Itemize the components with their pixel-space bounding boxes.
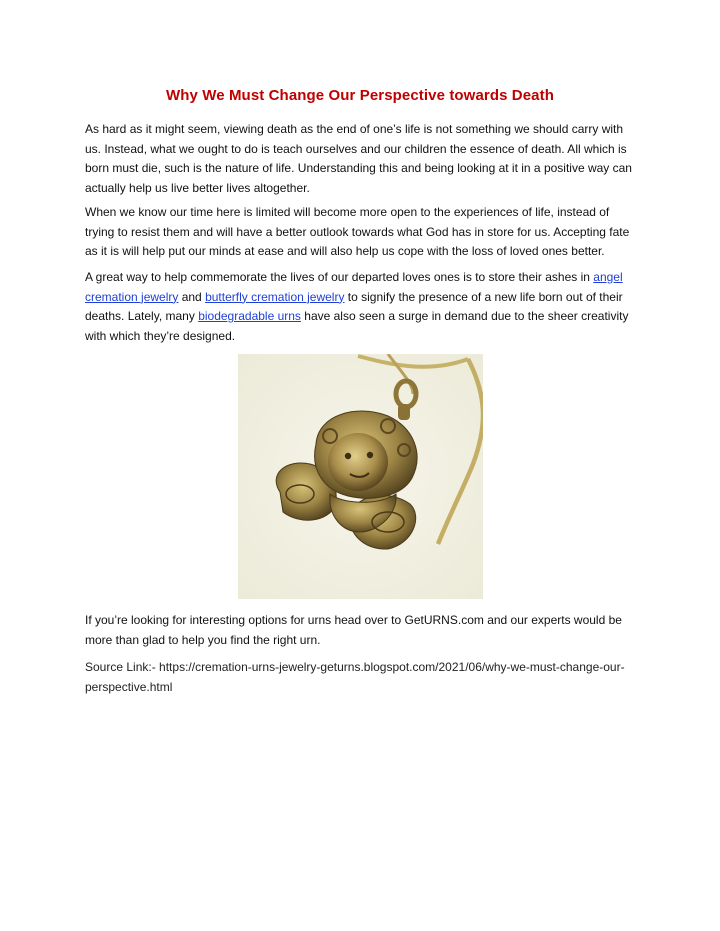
source-url[interactable]: https://cremation-urns-jewelry-geturns.blogspot.com/2021/06/why-we-must-change-our-perspective.html [85, 660, 625, 694]
paragraph-3-text-a: A great way to help commemorate the lives of our departed loves ones is to store their ashes in [85, 270, 594, 284]
paragraph-3-text-c: to signify the presence of a new life born out of their deaths. Lately, many [85, 289, 623, 323]
paragraph-3 [85, 268, 640, 346]
source-label: Source Link:- [85, 660, 160, 674]
paragraph-4: If you’re looking for interesting options for urns head over to GetURNS.com and our experts would be more than glad to help you find the right urn. [85, 613, 622, 647]
biodegradable-urns-link[interactable]: biodegradable urns [198, 309, 301, 323]
paragraph-1: As hard as it might seem, viewing death as the end of one’s life is not something we should carry with us. Instead, what we ought to do is teach ourselves and our children the essence of death. All which is born must die, such is the nature of life. Understanding this and being looking at it in a positive way can actually help us live better lives altogether. [85, 122, 632, 195]
paragraph-3-text-d: have also seen a surge in demand due to the sheer creativity with which they’re designed. [85, 309, 629, 343]
angel-pendant-illustration [238, 354, 483, 599]
paragraph-3-text-b: and [178, 289, 206, 304]
angel-pendant-image [238, 354, 483, 599]
source-link-line [85, 658, 645, 697]
butterfly-cremation-jewelry-link[interactable]: butterfly cremation jewelry [205, 289, 345, 304]
document-title: Why We Must Change Our Perspective towards Death [166, 87, 554, 104]
paragraph-2: When we know our time here is limited will become more open to the experiences of life, instead of trying to resist them and will have a better outlook towards what God has in store for us. Accepting fate as it is will help put our minds at ease and will also help us cope with the loss of loved ones better. [85, 205, 630, 258]
angel-cremation-jewelry-link[interactable]: angel cremation jewelry [85, 270, 623, 304]
